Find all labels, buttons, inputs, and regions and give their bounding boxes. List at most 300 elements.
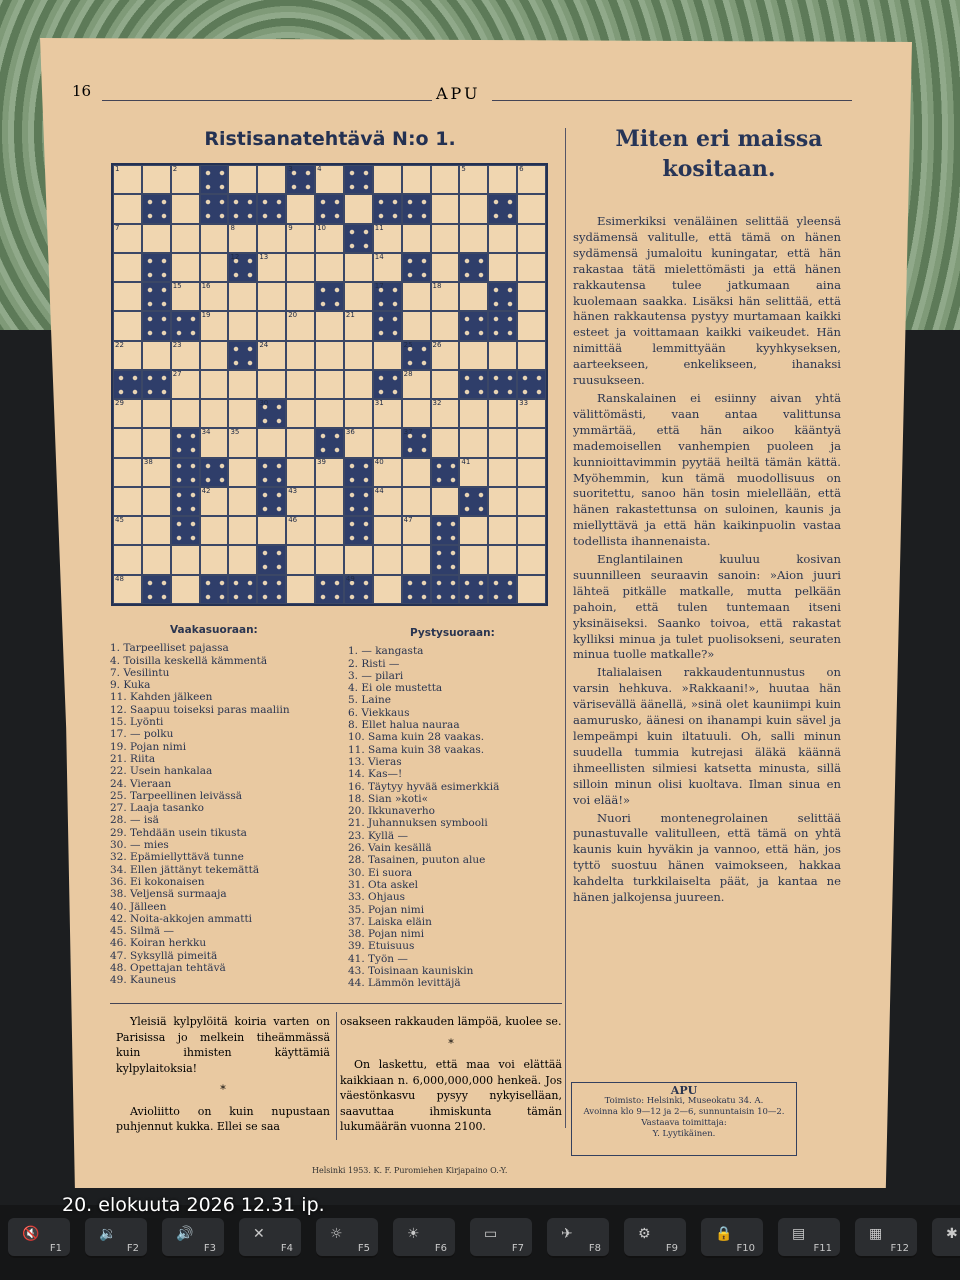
- crossword-cell: [517, 428, 546, 457]
- crossword-cell-number: 48: [115, 574, 124, 583]
- crossword-black-cell: [459, 370, 488, 399]
- crossword-black-cell: [373, 282, 402, 311]
- crossword-cell: [142, 487, 171, 516]
- function-key-icon: 🔒: [715, 1226, 733, 1242]
- crossword-cell: [431, 194, 460, 223]
- crossword-black-cell: [459, 253, 488, 282]
- crossword-black-cell: [257, 575, 286, 604]
- crossword-cell-number: 39: [317, 457, 326, 466]
- crossword-cell: [315, 545, 344, 574]
- crossword-black-cell: [200, 575, 229, 604]
- crossword-black-cell: [142, 253, 171, 282]
- crossword-cell: [517, 165, 546, 194]
- crossword-cell: [257, 370, 286, 399]
- crossword-cell-number: 44: [374, 486, 384, 495]
- function-key-icon: ▤: [792, 1226, 806, 1242]
- function-key[interactable]: [8, 1218, 70, 1258]
- crossword-cell: [431, 311, 460, 340]
- crossword-cell: [488, 399, 517, 428]
- across-clue: 19. Pojan nimi: [110, 740, 187, 753]
- crossword-cell: [344, 194, 373, 223]
- crossword-cell-number: 41: [461, 457, 471, 466]
- crossword-cell: [315, 341, 344, 370]
- crossword-cell-number: 32: [432, 399, 442, 408]
- crossword-cell: [257, 311, 286, 340]
- function-key-icon: 🔊: [176, 1226, 194, 1242]
- crossword-cell: [113, 575, 142, 604]
- crossword-cell: [113, 428, 142, 457]
- crossword-cell: [402, 545, 431, 574]
- crossword-cell: [344, 282, 373, 311]
- crossword-cell: [200, 311, 229, 340]
- crossword-cell: [142, 458, 171, 487]
- across-clue: 25. Tarpeellinen leivässä: [110, 789, 242, 802]
- crossword-cell: [402, 282, 431, 311]
- crossword-cell: [142, 428, 171, 457]
- function-key[interactable]: [701, 1218, 763, 1258]
- crossword-cell-number: 16: [201, 282, 211, 291]
- crossword-cell: [344, 341, 373, 370]
- function-key[interactable]: [932, 1218, 960, 1258]
- imprint-office: Toimisto: Helsinki, Museokatu 34. A.: [604, 1096, 764, 1106]
- crossword-black-cell: [171, 458, 200, 487]
- crossword-cell: [488, 545, 517, 574]
- filler-population: On laskettu, että maa voi elättää kaikkiaan n. 6,000,000,000 henkeä. Jos väestönkasvu pysyy nykyiselläan, saavuttaa ihmiskunta tämän lukumäärän vuonna 2100.: [340, 1058, 562, 1133]
- crossword-cell-number: 11: [374, 223, 384, 232]
- crossword-cell: [200, 399, 229, 428]
- crossword-cell-number: 33: [519, 399, 529, 408]
- function-key-label: F3: [203, 1243, 216, 1254]
- down-clue: 26. Vain kesällä: [348, 842, 432, 855]
- crossword-cell: [488, 341, 517, 370]
- function-key[interactable]: [624, 1218, 686, 1258]
- across-clue: 28. — isä: [110, 814, 159, 827]
- crossword-cell: [517, 253, 546, 282]
- down-clue: 35. Pojan nimi: [348, 903, 425, 916]
- crossword-cell: [257, 516, 286, 545]
- crossword-black-cell: [228, 253, 257, 282]
- crossword-cell: [431, 165, 460, 194]
- function-key[interactable]: [85, 1218, 147, 1258]
- function-key[interactable]: [316, 1218, 378, 1258]
- crossword-cell: [200, 341, 229, 370]
- crossword-black-cell: [142, 370, 171, 399]
- crossword-cell: [286, 282, 315, 311]
- crossword-cell: [200, 428, 229, 457]
- down-clue: 44. Lämmön levittäjä: [348, 977, 461, 990]
- crossword-cell: [286, 224, 315, 253]
- down-clue: 33. Ohjaus: [348, 891, 406, 904]
- crossword-black-cell: [257, 458, 286, 487]
- crossword-cell: [344, 399, 373, 428]
- crossword-cell: [373, 399, 402, 428]
- article-paragraph: Englantilainen kuuluu kosivan suunnilleen seuraavin sanoin: »Aion juuri lähteä pitkälle matkalle, mutta pelkään pahoin, että tulen tuntemaan itseni yksinäiseksi. Saanko toivoa, että rakastat kylliksi minua ja tulet puolisokseni, seuraten minua tuolle matkalle?»: [573, 552, 841, 662]
- crossword-black-cell: [142, 282, 171, 311]
- crossword-cell-number: 1: [115, 165, 120, 173]
- down-clue: 2. Risti —: [348, 657, 400, 670]
- across-heading: Vaakasuoraan:: [170, 624, 258, 636]
- article-paragraph: Ranskalainen ei esiinny aivan yhtä välittömästi, vaan antaa valittunsa ymmärtää, että hän aikoo kääntyä mademoisellen vanhempien puoleen ja kunnioittavimmin pyytää heiltä tämän kättä. Myöhemmin, kun tämä muodollisuus on suoritettu, sanoo hän tosin mielellään, että hänen rakastettunsa on suloinen, kaunis ja miellyttävä ja että hän kaikinpuolin vastaa todellista ihannenaista.: [573, 390, 841, 549]
- crossword-title: Ristisanatehtävä N:o 1.: [204, 128, 456, 150]
- crossword-cell-number: 35: [230, 428, 240, 437]
- crossword-black-cell: [402, 253, 431, 282]
- crossword-cell: [228, 545, 257, 574]
- crossword-cell-number: 43: [288, 486, 298, 495]
- across-clue: 7. Vesilintu: [110, 666, 170, 679]
- crossword-cell: [402, 399, 431, 428]
- crossword-cell: [200, 253, 229, 282]
- crossword-cell-number: 34: [201, 428, 211, 437]
- crossword-cell-number: 36: [345, 428, 355, 437]
- crossword-cell: [488, 487, 517, 516]
- across-clue: 24. Vieraan: [110, 777, 172, 790]
- crossword-black-cell: [488, 370, 517, 399]
- bottom-rule: [110, 1003, 562, 1004]
- function-key-row: [0, 1218, 960, 1274]
- down-clue: 10. Sama kuin 28 vaakas.: [348, 731, 485, 744]
- across-clues: [110, 624, 340, 987]
- crossword-cell: [286, 341, 315, 370]
- crossword-black-cell: [228, 194, 257, 223]
- crossword-black-cell: [344, 487, 373, 516]
- across-clue: 1. Tarpeelliset pajassa: [110, 642, 229, 655]
- crossword-black-cell: [344, 224, 373, 253]
- function-key-label: F5: [357, 1243, 370, 1254]
- crossword-cell: [228, 282, 257, 311]
- crossword-cell-number: 25: [403, 340, 413, 349]
- crossword-cell: [142, 516, 171, 545]
- crossword-black-cell: [344, 458, 373, 487]
- crossword-cell-number: 23: [172, 340, 182, 349]
- down-clue: 39. Etuisuus: [348, 940, 415, 953]
- crossword-cell-number: 28: [403, 369, 413, 378]
- crossword-cell: [488, 165, 517, 194]
- crossword-black-cell: [142, 194, 171, 223]
- crossword-cell: [113, 399, 142, 428]
- crossword-cell: [286, 458, 315, 487]
- crossword-cell-number: 40: [374, 457, 384, 466]
- crossword-cell: [171, 165, 200, 194]
- filler-left: [116, 1014, 330, 1135]
- header-rule-left: [102, 100, 432, 101]
- imprint-editor: Y. Lyytikäinen.: [652, 1129, 716, 1139]
- crossword-black-cell: [315, 428, 344, 457]
- crossword-black-cell: [113, 370, 142, 399]
- crossword-cell: [142, 341, 171, 370]
- down-clues: [348, 627, 568, 990]
- crossword-cell: [171, 399, 200, 428]
- crossword-cell: [113, 516, 142, 545]
- crossword-cell: [200, 282, 229, 311]
- crossword-cell: [142, 224, 171, 253]
- crossword-cell: [200, 545, 229, 574]
- crossword-cell-number: 8: [230, 223, 235, 232]
- crossword-black-cell: [402, 341, 431, 370]
- crossword-black-cell: [200, 194, 229, 223]
- crossword-cell: [113, 311, 142, 340]
- down-clue: 16. Täytyy hyvää esimerkkiä: [348, 780, 500, 793]
- crossword-cell: [113, 253, 142, 282]
- crossword-cell: [315, 399, 344, 428]
- crossword-cell: [113, 165, 142, 194]
- crossword-cell-number: 15: [172, 282, 182, 291]
- crossword-cell: [373, 575, 402, 604]
- crossword-cell: [344, 370, 373, 399]
- crossword-cell: [344, 253, 373, 282]
- crossword-cell: [113, 487, 142, 516]
- crossword-cell: [373, 253, 402, 282]
- crossword-cell: [488, 224, 517, 253]
- function-key[interactable]: [855, 1218, 917, 1258]
- crossword-cell: [257, 253, 286, 282]
- crossword-cell: [200, 224, 229, 253]
- crossword-cell: [171, 545, 200, 574]
- crossword-cell: [286, 487, 315, 516]
- crossword-black-cell: [459, 487, 488, 516]
- crossword-cell: [431, 370, 460, 399]
- crossword-black-cell: [142, 311, 171, 340]
- across-clue: 34. Ellen jättänyt tekemättä: [110, 863, 260, 876]
- down-clue: 31. Ota askel: [348, 878, 419, 891]
- crossword-cell-number: 22: [115, 340, 124, 349]
- crossword-cell: [315, 458, 344, 487]
- crossword-cell: [402, 311, 431, 340]
- across-clue: 47. Syksyllä pimeitä: [110, 949, 218, 962]
- down-clue: 23. Kyllä —: [348, 829, 408, 842]
- crossword-cell: [315, 516, 344, 545]
- crossword-black-cell: [402, 428, 431, 457]
- crossword-cell: [517, 399, 546, 428]
- crossword-cell-number: 13: [259, 252, 269, 261]
- crossword-black-cell: [228, 341, 257, 370]
- crossword-cell: [459, 282, 488, 311]
- across-clue: 4. Toisilla keskellä kämmentä: [110, 654, 268, 667]
- down-clue: 41. Työn —: [348, 952, 408, 965]
- crossword-cell-number: 30: [259, 399, 269, 408]
- crossword-cell: [228, 487, 257, 516]
- filler-dog-baths: Yleisiä kylpylöitä koiria varten on Parisissa jo melkein tiheämmässä kuin ihmisten käyttämiä kylpylaitoksia!: [116, 1015, 330, 1075]
- crossword-cell: [113, 282, 142, 311]
- crossword-cell: [200, 370, 229, 399]
- crossword-cell: [286, 253, 315, 282]
- crossword-cell-number: 37: [403, 428, 413, 437]
- across-clue: 38. Veljensä surmaaja: [110, 888, 227, 901]
- crossword-cell-number: 9: [288, 223, 293, 232]
- function-key-icon: ☀: [407, 1226, 420, 1242]
- function-key-label: F2: [126, 1243, 139, 1254]
- imprint-box: [571, 1082, 797, 1156]
- crossword-cell: [459, 399, 488, 428]
- crossword-cell: [171, 341, 200, 370]
- function-key[interactable]: [547, 1218, 609, 1258]
- crossword-cell: [113, 194, 142, 223]
- crossword-cell: [459, 545, 488, 574]
- crossword-cell: [257, 224, 286, 253]
- across-clue: 12. Saapuu toiseksi paras maaliin: [110, 703, 290, 716]
- crossword-black-cell: [373, 311, 402, 340]
- down-clue: 13. Vieras: [348, 755, 402, 768]
- crossword-black-cell: [373, 370, 402, 399]
- crossword-black-cell: [431, 545, 460, 574]
- crossword-cell: [286, 516, 315, 545]
- crossword-black-cell: [344, 516, 373, 545]
- crossword-cell: [228, 311, 257, 340]
- crossword-cell: [459, 341, 488, 370]
- crossword-black-cell: [200, 165, 229, 194]
- crossword-cell: [315, 487, 344, 516]
- crossword-cell: [344, 311, 373, 340]
- crossword-cell: [517, 282, 546, 311]
- down-clue: 38. Pojan nimi: [348, 928, 425, 941]
- crossword-black-cell: [257, 545, 286, 574]
- crossword-cell: [286, 370, 315, 399]
- imprint-editor-label: Vastaava toimittaja:: [641, 1118, 727, 1128]
- article-paragraph: Esimerkiksi venäläinen selittää yleensä sydämensä valitulle, että tämä on hänen sydämensä jumaloitu kuningatar, että hän rakastaa tätä mielettömästi ja että hänen rakkautensa tulee jatkumaan aina kuolemaan saakka. Lisäksi hän selittää, että hänen rakkautensa pystyy murtamaan kaikki esteet ja voittamaan kaikki vaikeudet. Hän nimittää lemmittyään kyyhkyseksen, aarteekseen, enkelikseen, ihanaksi ruusukseen.: [573, 214, 841, 388]
- crossword-cell: [517, 487, 546, 516]
- down-clue: 21. Juhannuksen symbooli: [348, 817, 488, 830]
- function-key[interactable]: [778, 1218, 840, 1258]
- crossword-cell: [373, 545, 402, 574]
- function-key-label: F9: [665, 1243, 678, 1254]
- crossword-cell: [459, 428, 488, 457]
- crossword-cell-number: 3: [288, 165, 293, 173]
- crossword-black-cell: [402, 575, 431, 604]
- crossword-cell: [402, 458, 431, 487]
- page-header: [72, 82, 852, 104]
- crossword-cell-number: 27: [172, 369, 182, 378]
- crossword-black-cell: [488, 311, 517, 340]
- crossword-cell-number: 17: [374, 282, 384, 291]
- crossword-cell: [315, 224, 344, 253]
- crossword-cell: [286, 428, 315, 457]
- down-clue: 3. — pilari: [348, 669, 404, 682]
- crossword-black-cell: [228, 575, 257, 604]
- crossword-black-cell: [459, 575, 488, 604]
- across-clue: 48. Opettajan tehtävä: [110, 962, 226, 975]
- function-key-icon: ✈: [561, 1226, 573, 1242]
- crossword-cell-number: 2: [172, 165, 178, 173]
- function-key-icon: ⚙: [638, 1226, 651, 1242]
- down-clue: 14. Kas—!: [348, 768, 403, 781]
- down-clue: 11. Sama kuin 38 vaakas.: [348, 743, 485, 756]
- crossword-black-cell: [431, 458, 460, 487]
- down-clue: 30. Ei suora: [348, 866, 413, 879]
- crossword-black-cell: [171, 311, 200, 340]
- article-title-line1: Miten eri maissa: [615, 126, 823, 152]
- function-key[interactable]: [162, 1218, 224, 1258]
- crossword-cell: [286, 311, 315, 340]
- filler-marriage-cont: osakseen rakkauden lämpöä, kuolee se.: [340, 1015, 562, 1028]
- crossword-cell: [517, 545, 546, 574]
- crossword-black-cell: [344, 575, 373, 604]
- crossword-cell-number: 19: [201, 311, 211, 320]
- article-body: [573, 214, 841, 906]
- down-clue: 20. Ikkunaverho: [348, 805, 435, 818]
- function-key-label: F7: [511, 1243, 524, 1254]
- crossword-cell: [257, 341, 286, 370]
- across-clue: 22. Usein hankalaa: [110, 765, 213, 778]
- crossword-cell: [373, 224, 402, 253]
- crossword-black-cell: [431, 575, 460, 604]
- crossword-cell: [142, 399, 171, 428]
- across-clue: 21. Riita: [110, 752, 156, 765]
- crossword-cell-number: 42: [201, 486, 211, 495]
- crossword-cell: [200, 487, 229, 516]
- separator-star: *: [220, 1083, 226, 1096]
- crossword-cell: [431, 224, 460, 253]
- crossword-cell: [488, 253, 517, 282]
- crossword-black-cell: [257, 399, 286, 428]
- crossword-cell: [459, 458, 488, 487]
- crossword-cell: [113, 458, 142, 487]
- header-rule-right: [492, 100, 852, 101]
- crossword-cell: [171, 282, 200, 311]
- crossword-black-cell: [402, 194, 431, 223]
- article-paragraph: Nuori montenegrolainen selittää punastuvalle valitulleen, että tämä on yhtä kaunis kuin hyväkin ja vannoo, että hän, jos tyttö suostuu hänen vaimokseen, hakkaa kahdelta turkkilaiselta päät, ja kantaa ne hänen jalkojensa juureen.: [573, 810, 841, 905]
- crossword-cell: [402, 370, 431, 399]
- crossword-black-cell: [171, 428, 200, 457]
- function-key-icon: 🔇: [22, 1226, 40, 1242]
- crossword-cell: [344, 545, 373, 574]
- crossword-cell: [171, 370, 200, 399]
- across-clue: 11. Kahden jälkeen: [110, 691, 213, 704]
- crossword-cell: [431, 282, 460, 311]
- crossword-cell: [257, 165, 286, 194]
- crossword-cell: [402, 224, 431, 253]
- crossword-cell: [228, 458, 257, 487]
- function-key[interactable]: [239, 1218, 301, 1258]
- crossword-cell-number: 20: [288, 311, 298, 320]
- crossword-cell: [373, 487, 402, 516]
- down-clue: 1. — kangasta: [348, 645, 424, 658]
- crossword-cell: [257, 428, 286, 457]
- filler-marriage: Avioliitto on kuin nupustaan puhjennut kukka. Ellei se saa: [116, 1104, 330, 1133]
- crossword-cell: [431, 399, 460, 428]
- crossword-cell-number: 7: [115, 223, 120, 232]
- crossword-cell: [228, 516, 257, 545]
- crossword-cell: [142, 165, 171, 194]
- separator-star: *: [448, 1036, 454, 1050]
- crossword-cell-number: 31: [374, 399, 384, 408]
- page-number: 16: [72, 82, 92, 100]
- crossword-cell: [517, 311, 546, 340]
- crossword-cell: [257, 282, 286, 311]
- function-key[interactable]: [470, 1218, 532, 1258]
- across-clue: 49. Kauneus: [110, 974, 177, 987]
- function-key-label: F1: [49, 1243, 62, 1254]
- crossword-cell: [373, 341, 402, 370]
- crossword-black-cell: [171, 516, 200, 545]
- across-clue: 30. — mies: [110, 839, 169, 852]
- crossword-cell: [373, 428, 402, 457]
- crossword-cell: [200, 516, 229, 545]
- crossword-grid: [111, 163, 548, 606]
- across-clue: 32. Epämiellyttävä tunne: [110, 851, 244, 864]
- crossword-cell-number: 38: [143, 457, 153, 466]
- crossword-black-cell: [286, 165, 315, 194]
- crossword-cell-number: 24: [259, 340, 269, 349]
- crossword-cell: [113, 224, 142, 253]
- crossword-cell: [228, 224, 257, 253]
- down-clue: 8. Ellet halua nauraa: [348, 719, 460, 732]
- function-key[interactable]: [393, 1218, 455, 1258]
- down-clue: 4. Ei ole mustetta: [348, 682, 443, 695]
- crossword-cell-number: 46: [288, 516, 298, 525]
- crossword-cell: [286, 399, 315, 428]
- crossword-black-cell: [488, 575, 517, 604]
- crossword-cell-number: 5: [461, 165, 466, 173]
- crossword-cell: [113, 545, 142, 574]
